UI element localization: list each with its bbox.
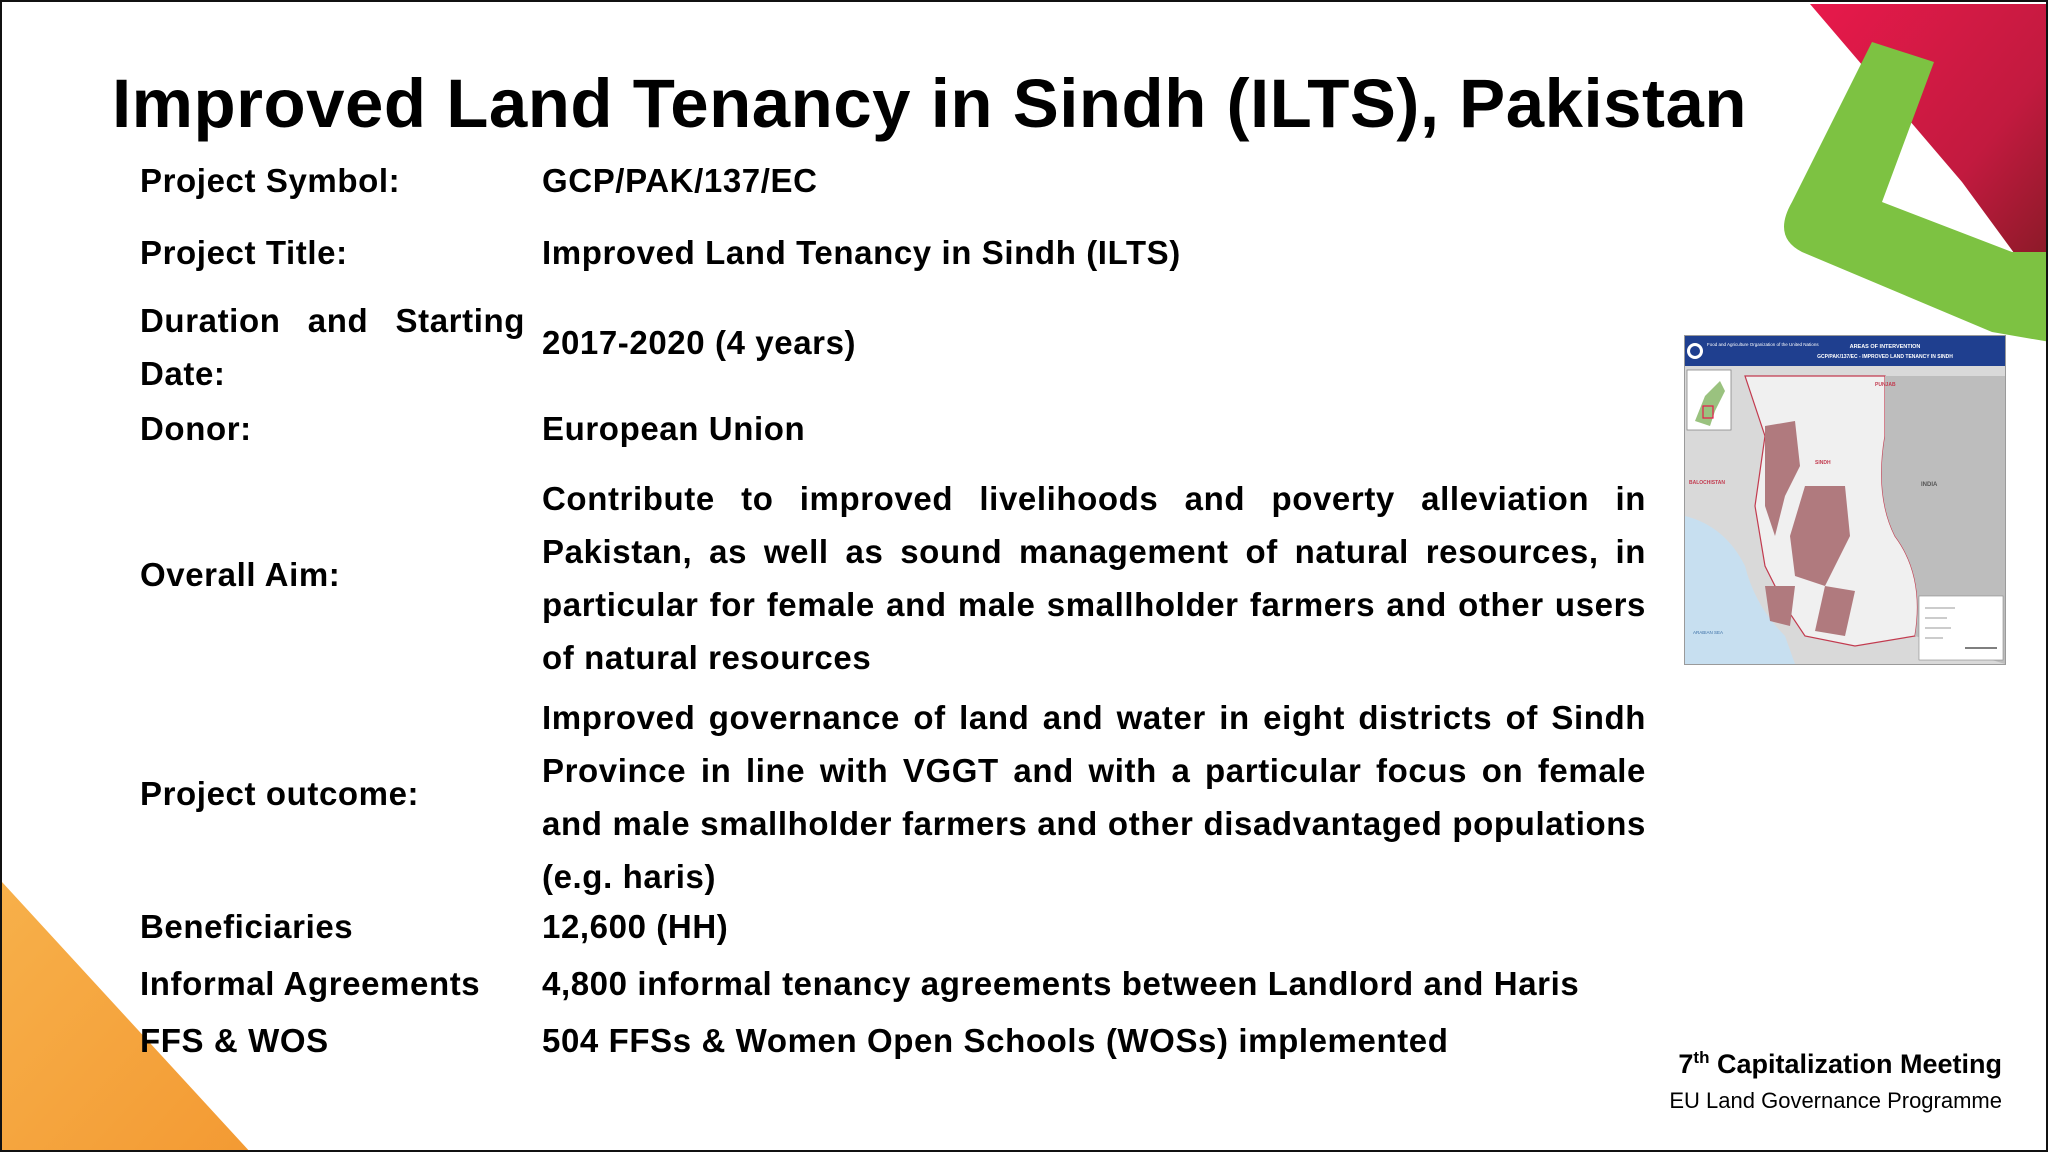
duration-row [140, 294, 1646, 394]
map-label-sea: ARABIAN SEA [1693, 630, 1724, 635]
project-title-label: Project Title: [140, 234, 348, 271]
beneficiaries-value: 12,600 (HH) [542, 908, 729, 945]
project-symbol-value: GCP/PAK/137/EC [542, 162, 818, 199]
programme-name: EU Land Governance Programme [1669, 1088, 2002, 1113]
overall-aim-value: Contribute to improved livelihoods and poverty alleviation in Pakistan, as well as sound management of natural resources, in particular for female and male smallholder farmers and other users of natural resources [542, 480, 1646, 676]
map-label-balochistan: BALOCHISTAN [1689, 480, 1726, 486]
meeting-superscript: th [1693, 1048, 1710, 1067]
beneficiaries-row [140, 908, 1646, 960]
overall-aim-label: Overall Aim: [140, 556, 341, 593]
meeting-text: Capitalization Meeting [1709, 1049, 2002, 1079]
overall-aim-row [140, 472, 1646, 684]
meeting-number: 7 [1678, 1049, 1694, 1079]
project-title-value: Improved Land Tenancy in Sindh (ILTS) [542, 234, 1181, 271]
ffs-wos-label: FFS & WOS [140, 1022, 329, 1059]
map-label-punjab: PUNJAB [1875, 382, 1896, 388]
donor-value: European Union [542, 410, 806, 447]
informal-agreements-value: 4,800 informal tenancy agreements between Landlord and Haris [542, 965, 1580, 1002]
project-outcome-label: Project outcome: [140, 775, 420, 812]
project-symbol-row [140, 162, 1646, 214]
map-graphic [1685, 336, 2005, 664]
map-header-line2: GCP/PAK/137/EC - IMPROVED LAND TENANCY IN SINDH [1817, 354, 1953, 360]
project-title-row [140, 234, 1646, 286]
intervention-map [1684, 335, 2006, 665]
map-logo-text: Food and Agriculture Organization of the United Nations [1707, 342, 1819, 347]
informal-agreements-label: Informal Agreements [140, 965, 481, 1002]
duration-value: 2017-2020 (4 years) [542, 324, 857, 361]
project-outcome-value: Improved governance of land and water in eight districts of Sindh Province in line with VGGT and with a particular focus on female and male smallholder farmers and other disadvantaged populations (e.g. haris) [542, 699, 1646, 895]
meeting-title [1678, 1048, 2002, 1080]
map-header-line1: AREAS OF INTERVENTION [1849, 344, 1921, 350]
project-symbol-label: Project Symbol: [140, 162, 401, 199]
donor-row [140, 410, 1646, 462]
map-label-india: INDIA [1921, 482, 1938, 488]
project-outcome-row [140, 691, 1646, 903]
map-header-bar [1685, 336, 2005, 366]
ffs-wos-row [140, 1022, 1646, 1074]
donor-label: Donor: [140, 410, 252, 447]
duration-label: Duration and Starting Date: [140, 302, 525, 392]
beneficiaries-label: Beneficiaries [140, 908, 354, 945]
slide-title: Improved Land Tenancy in Sindh (ILTS), Pakistan [112, 65, 1747, 142]
ffs-wos-value: 504 FFSs & Women Open Schools (WOSs) implemented [542, 1022, 1449, 1059]
map-label-sindh: SINDH [1815, 460, 1831, 466]
informal-agreements-row [140, 965, 1646, 1017]
